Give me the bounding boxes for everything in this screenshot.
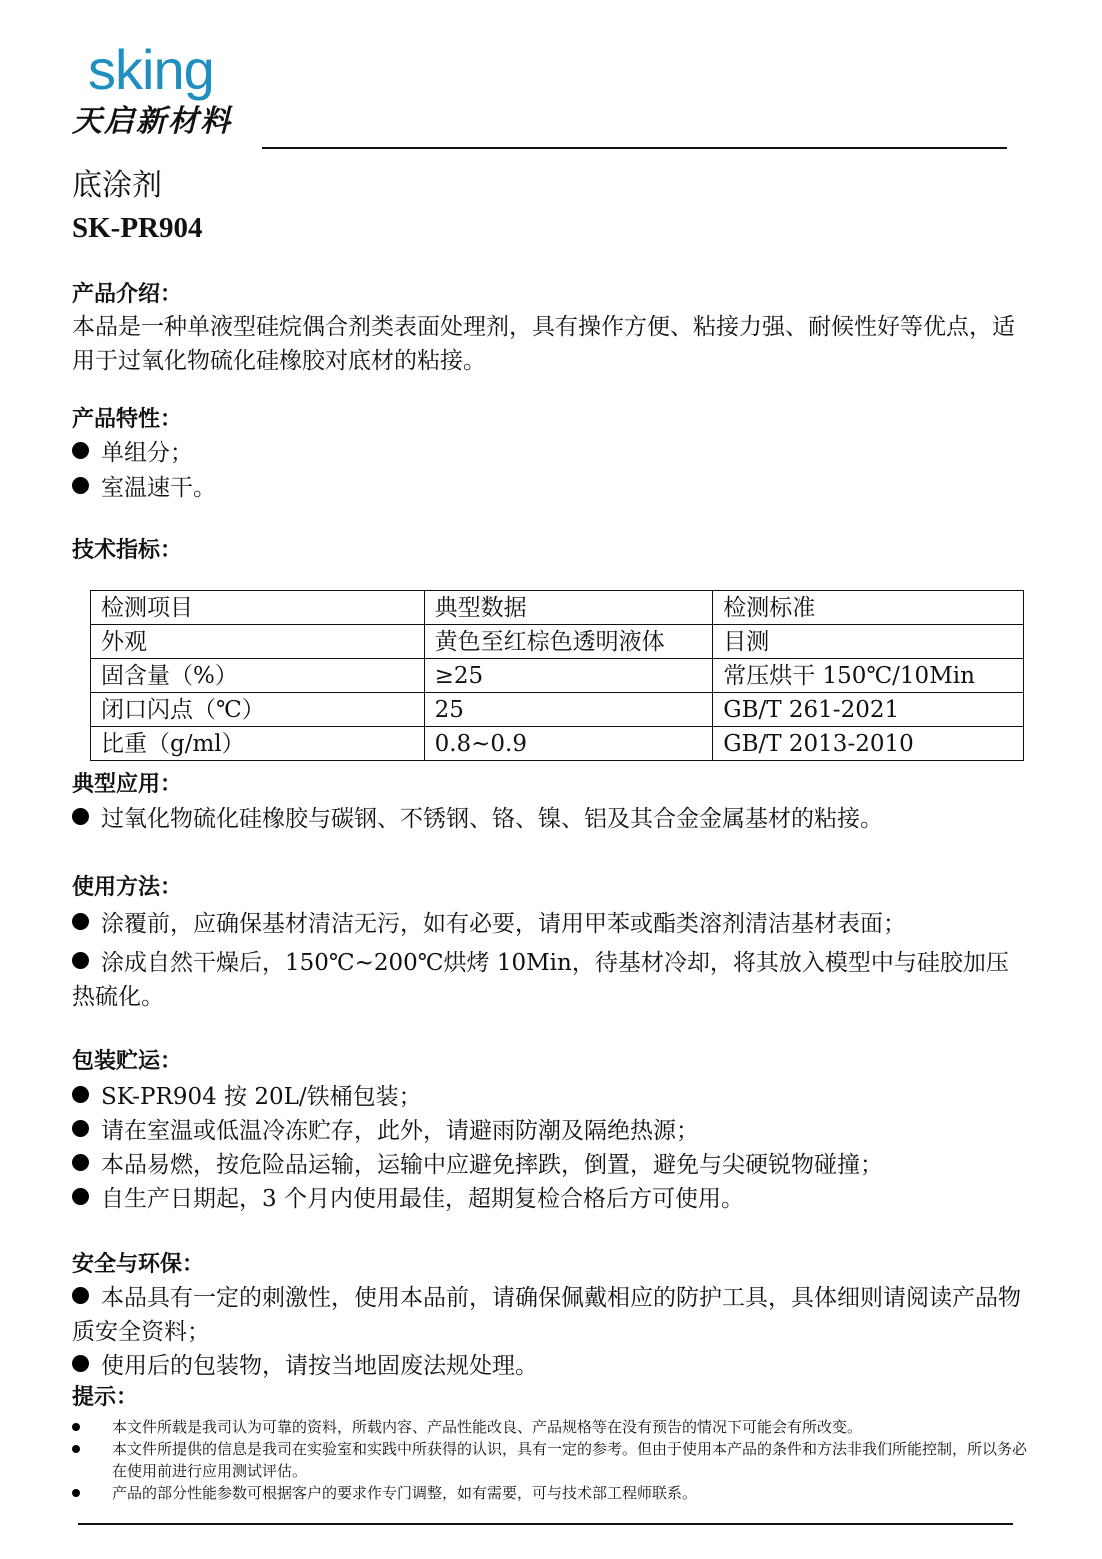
table-header-cell: 检测项目 <box>91 591 425 625</box>
bullet-icon <box>72 1489 80 1497</box>
product-name: 底涂剂 <box>72 168 162 203</box>
table-cell: 外观 <box>91 625 425 659</box>
safety-heading: 安全与环保： <box>72 1252 205 1277</box>
table-cell: 0.8~0.9 <box>424 727 713 761</box>
application-item: 过氧化物硫化硅橡胶与碳钢、不锈钢、铬、镍、铝及其合金金属基材的粘接。 <box>72 802 1022 836</box>
table-header-row <box>91 591 1024 625</box>
product-code: SK-PR904 <box>72 212 203 244</box>
packaging-item: SK-PR904 按 20L/铁桶包装； <box>72 1080 1022 1114</box>
spec-table <box>90 590 1024 761</box>
notes-heading: 提示： <box>72 1385 139 1410</box>
bullet-icon <box>72 442 89 459</box>
usage-item: 涂覆前，应确保基材清洁无污，如有必要，请用甲苯或酯类溶剂清洁基材表面； <box>72 907 1022 941</box>
table-row <box>91 727 1024 761</box>
logo-chinese-name: 天启新材料 <box>72 104 232 139</box>
packaging-item: 自生产日期起，3 个月内使用最佳，超期复检合格后方可使用。 <box>72 1182 1022 1216</box>
bullet-icon <box>72 952 89 969</box>
table-cell: ≥25 <box>424 659 713 693</box>
note-item: 本文件所提供的信息是我司在实验室和实践中所获得的认识，具有一定的参考。但由于使用本产品的条件和方法非我们所能控制，所以务必在使用前进行应用测试评估。 <box>72 1438 1032 1482</box>
bullet-icon <box>72 477 89 494</box>
feature-item: 室温速干。 <box>72 471 1022 505</box>
bullet-icon <box>72 913 89 930</box>
table-row <box>91 659 1024 693</box>
table-cell: 比重（g/ml） <box>91 727 425 761</box>
packaging-item: 请在室温或低温冷冻贮存，此外，请避雨防潮及隔绝热源； <box>72 1114 1022 1148</box>
table-cell: GB/T 261-2021 <box>713 693 1024 727</box>
header-divider <box>262 147 1007 149</box>
bullet-icon <box>72 808 89 825</box>
table-header-cell: 检测标准 <box>713 591 1024 625</box>
table-header-cell: 典型数据 <box>424 591 713 625</box>
bullet-icon <box>72 1120 89 1137</box>
features-heading: 产品特性： <box>72 407 183 432</box>
specs-heading: 技术指标： <box>72 538 183 563</box>
table-row <box>91 625 1024 659</box>
applications-heading: 典型应用： <box>72 772 183 797</box>
table-cell: 黄色至红棕色透明液体 <box>424 625 713 659</box>
table-cell: 25 <box>424 693 713 727</box>
safety-item: 使用后的包装物，请按当地固废法规处理。 <box>72 1349 1022 1383</box>
usage-heading: 使用方法： <box>72 875 183 900</box>
bullet-icon <box>72 1445 80 1453</box>
logo-wordmark: sking <box>88 38 214 101</box>
intro-text: 本品是一种单液型硅烷偶合剂类表面处理剂，具有操作方便、粘接力强、耐候性好等优点，适用于过氧化物硫化硅橡胶对底材的粘接。 <box>72 314 1015 374</box>
bullet-icon <box>72 1188 89 1205</box>
bullet-icon <box>72 1154 89 1171</box>
company-logo <box>72 38 262 142</box>
note-item: 产品的部分性能参数可根据客户的要求作专门调整，如有需要，可与技术部工程师联系。 <box>72 1482 1032 1504</box>
table-cell: 固含量（%） <box>91 659 425 693</box>
note-item: 本文件所载是我司认为可靠的资料，所载内容、产品性能改良、产品规格等在没有预告的情况下可能会有所改变。 <box>72 1416 1032 1438</box>
intro-heading: 产品介绍： <box>72 282 183 307</box>
bullet-icon <box>72 1287 89 1304</box>
table-cell: 常压烘干 150℃/10Min <box>713 659 1024 693</box>
table-cell: 闭口闪点（℃） <box>91 693 425 727</box>
feature-item: 单组分； <box>72 436 1022 470</box>
footer-divider <box>78 1523 1013 1525</box>
packaging-heading: 包装贮运： <box>72 1049 183 1074</box>
table-row <box>91 693 1024 727</box>
bullet-icon <box>72 1355 89 1372</box>
safety-item: 本品具有一定的刺激性，使用本品前，请确保佩戴相应的防护工具，具体细则请阅读产品物质安全资料； <box>72 1285 1021 1345</box>
bullet-icon <box>72 1086 89 1103</box>
table-cell: GB/T 2013-2010 <box>713 727 1024 761</box>
bullet-icon <box>72 1423 80 1431</box>
table-cell: 目测 <box>713 625 1024 659</box>
packaging-item: 本品易燃，按危险品运输，运输中应避免摔跌，倒置，避免与尖硬锐物碰撞； <box>72 1148 1022 1182</box>
usage-item: 涂成自然干燥后，150℃~200℃烘烤 10Min，待基材冷却，将其放入模型中与硅胶加压热硫化。 <box>72 950 1009 1010</box>
